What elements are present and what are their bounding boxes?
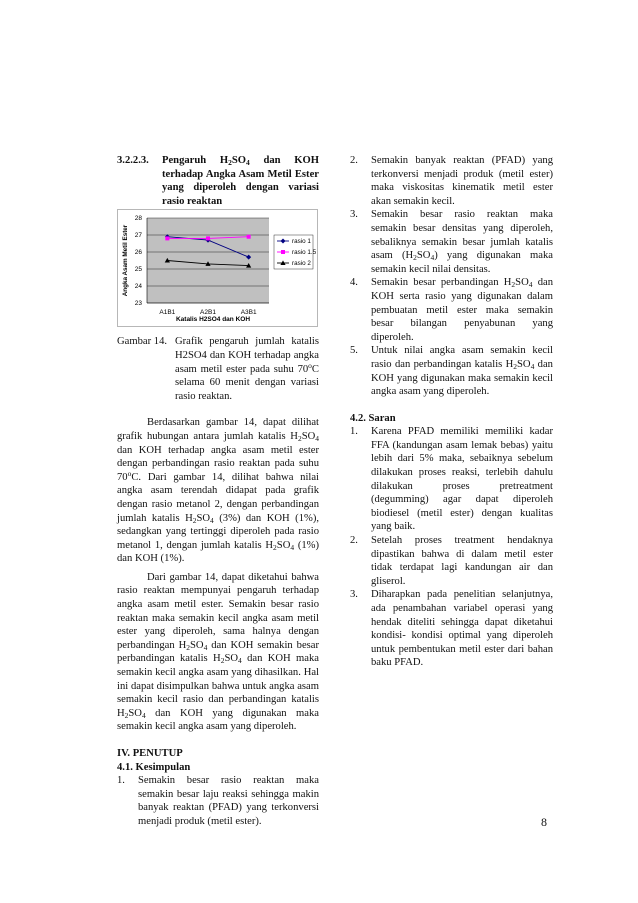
list-number: 2.: [350, 535, 358, 547]
y-tick-label: 27: [134, 232, 142, 240]
x-axis-label: Katalis H2SO4 dan KOH: [175, 316, 251, 324]
list-item: [350, 208, 553, 276]
list-number: 1.: [117, 775, 125, 787]
list-text: Setelah proses treatment hendaknya dipastikan bahwa di dalam metil ester tidak terdapat lagi kandungan air dan gliserol.: [371, 535, 553, 587]
list-number: 3.: [350, 589, 358, 601]
legend-label: rasio 1: [292, 238, 311, 246]
caption-text: Grafik pengaruh jumlah katalis H2SO4 dan KOH terhadap angka asam metil ester pada suhu 70$^o$C selama 60 menit dengan variasi rasio reaktan.: [175, 336, 319, 402]
legend: [274, 235, 317, 269]
section-title-penutup: IV. PENUTUP: [117, 748, 183, 759]
paragraph-1: Berdasarkan gambar 14, dapat dilihat grafik hubungan antara jumlah katalis $H_2SO_4$ dan KOH terhadap angka asam metil ester dengan perbandingan rasio reaktan pada suhu 70$^o$C. Dari gambar 14, dilihat bahwa nilai angka asam terendah didapat pada grafik dengan rasio metanol 2, dengan perbandingan jumlah katalis $H_2SO_4$ (3%) dan KOH (1%), sedangkan yang tertinggi diperoleh pada rasio metanol 1, dengan jumlah katalis $H_2SO_4$ (1%) dan KOH (1%).: [117, 417, 320, 565]
x-tick-label: A2B1: [200, 309, 216, 317]
list-number: 2.: [350, 155, 358, 166]
list-text: Semakin besar rasio reaktan maka semakin besar laju reaksi sehingga makin banyak reaktan (PFAD) yang terkonversi menjadi produk (metil ester).: [138, 775, 319, 827]
subsection-number: 3.2.2.3.: [117, 155, 149, 166]
page-number: 8: [541, 815, 547, 829]
data-point: [247, 235, 251, 239]
paragraph-2: Dari gambar 14, dapat diketahui bahwa rasio reaktan mempunyai pengaruh terhadap angka asam metil ester. Semakin besar rasio reaktan maka semakin kecil angka asam metil ester yang diperoleh, sama halnya dengan perbandingan $H_2SO_4$ dan KOH semakin besar perbandingan katalis $H_2SO_4$ dan KOH maka semakin kecil angka asam yang dihasilkan. Hal ini dapat disimpulkan bahwa untuk angka asam semakin kecil rasio dan perbandingan katalis $H_2SO_4$ dan KOH yang digunakan maka semakin kecil angka asam yang diperoleh.: [117, 571, 319, 733]
y-tick-label: 25: [134, 266, 142, 274]
x-tick-label: A1B1: [159, 309, 176, 317]
list-item: [350, 534, 553, 588]
list-item: [117, 774, 319, 828]
line-chart: [117, 209, 318, 327]
x-tick-label: A3B1: [240, 309, 257, 317]
figure-caption: [117, 335, 319, 403]
list-item: [350, 276, 553, 344]
caption-label: Gambar 14.: [117, 336, 168, 348]
subsection-heading: [117, 154, 319, 208]
list-text: Semakin banyak reaktan (PFAD) yang terkonversi menjadi produk (metil ester) maka viskositas kinematik metil ester akan semakin kecil.: [371, 155, 553, 207]
left-column: [117, 154, 319, 829]
figure-14-chart: [117, 209, 318, 327]
list-number: 1.: [350, 426, 358, 438]
subsection-title: Pengaruh $H_2SO_4$ dan KOH terhadap Angka Asam Metil Ester yang diperoleh dengan variasi rasio reaktan: [162, 155, 319, 207]
list-text: Semakin besar rasio reaktan maka semakin besar densitas yang diperoleh, sebaliknya semakin besar jumlah katalis asam $(H_2SO_4)$ yang digunakan maka semakin kecil nilai densitas.: [371, 209, 554, 275]
list-text: Karena PFAD memiliki memiliki kadar FFA (kandungan asam lemak bebas) yaitu lebih dari 5% maka, sebaiknya sebelum dilakukan proses reaksi, terlebih dahulu dilakukan proses pretreatment (degumming) agar dapat diperoleh biodiesel (metil ester) dengan kualitas yang baik.: [371, 426, 553, 533]
plot-area: [147, 218, 269, 303]
list-text: Semakin besar perbandingan $H_2SO_4$ dan KOH serta rasio yang digunakan dalam pembuatan metil ester maka semakin besar bilangan penyabunan yang diperoleh.: [371, 277, 553, 343]
legend-label: rasio 1.5: [292, 249, 317, 257]
section-title-kesimpulan: 4.1. Kesimpulan: [117, 761, 191, 773]
list-item: [350, 344, 553, 398]
right-column: [350, 154, 553, 670]
data-point: [165, 237, 169, 241]
y-tick-label: 26: [134, 249, 142, 257]
list-number: 3.: [350, 209, 358, 221]
y-tick-label: 24: [134, 283, 142, 291]
list-text: Untuk nilai angka asam semakin kecil rasio dan perbandingan katalis $H_2SO_4$ dan KOH yang digunakan maka semakin kecil angka asam yang diperoleh.: [371, 345, 553, 398]
y-tick-label: 23: [134, 300, 142, 308]
legend-label: rasio 2: [292, 260, 311, 268]
y-tick-label: 28: [134, 215, 142, 223]
list-item: [350, 154, 553, 208]
list-item: [350, 588, 553, 670]
list-text: Diharapkan pada penelitian selanjutnya, ada penambahan variabel operasi yang hendak diteliti sehingga dapat diketahui kondisi- kondisi optimal yang diperoleh untuk pembentukan metil ester dari bahan baku PFAD.: [371, 589, 553, 669]
y-axis-label: Angka Asam Metil Ester: [122, 225, 129, 297]
list-number: 4.: [350, 277, 358, 289]
data-point: [206, 237, 210, 241]
x-tick-labels: [159, 309, 257, 316]
list-number: 5.: [350, 345, 358, 357]
data-point: [281, 250, 285, 254]
list-item: [350, 425, 553, 534]
section-title-saran: 4.2. Saran: [350, 412, 396, 424]
